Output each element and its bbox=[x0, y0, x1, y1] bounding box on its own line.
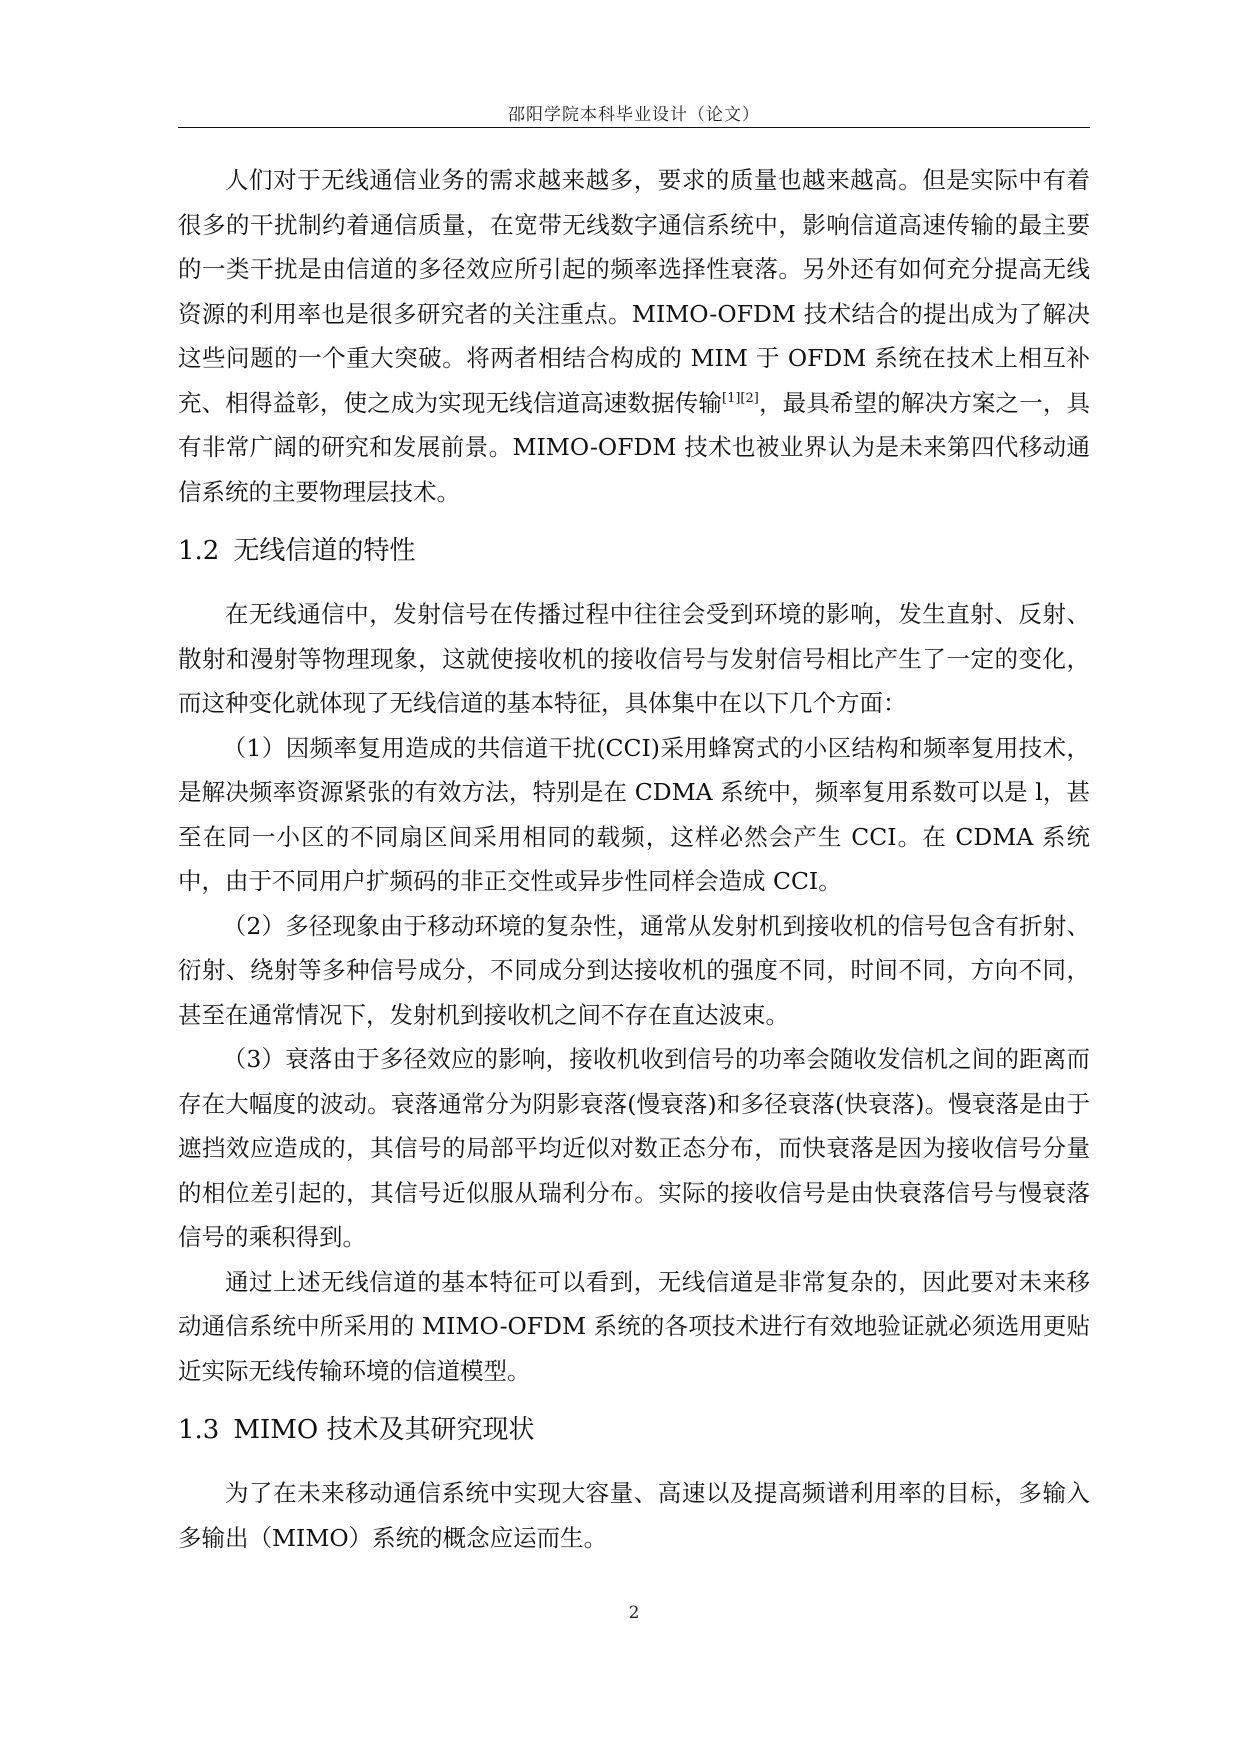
paragraph-channel-intro: 在无线通信中，发射信号在传播过程中往往会受到环境的影响，发生直射、反射、散射和漫射等物理现象，这就使接收机的接收信号与发射信号相比产生了一定的变化，而这种变化就体现了无线信道的基本特征，具体集中在以下几个方面： bbox=[178, 600, 1090, 717]
citation-reference: [1][2] bbox=[722, 390, 759, 406]
section-heading-1-3 bbox=[178, 1413, 1090, 1447]
page-number: 2 bbox=[628, 1603, 640, 1623]
section-number: 1.2 bbox=[178, 536, 220, 566]
running-header: 邵阳学院本科毕业设计（论文） bbox=[508, 105, 760, 125]
list-item-3: （3）衰落由于多径效应的影响，接收机收到信号的功率会随收发信机之间的距离而存在大幅度的波动。衰落通常分为阴影衰落(慢衰落)和多径衰落(快衰落)。慢衰落是由于遮挡效应造成的，其信号的局部平均近似对数正态分布，而快衰落是因为接收信号分量的相位差引起的，其信号近似服从瑞利分布。实际的接收信号是由快衰落信号与慢衰落信号的乘积得到。 bbox=[178, 1045, 1090, 1251]
list-item-1: （1）因频率复用造成的共信道干扰(CCI)采用蜂窝式的小区结构和频率复用技术，是解决频率资源紧张的有效方法，特别是在 CDMA 系统中，频率复用系数可以是 l，甚至在同一小区的不同扇区间采用相同的载频，这样必然会产生 CCI。在 CDMA 系统中，由于不同用户扩频码的非正交性或异步性同样会造成 CCI。 bbox=[178, 733, 1090, 895]
intro-text-part1: 人们对于无线通信业务的需求越来越多，要求的质量也越来越高。但是实际中有着很多的干扰制约着通信质量，在宽带无线数字通信系统中，影响信道高速传输的最主要的一类干扰是由信道的多径效应所引起的频率选择性衰落。另外还有如何充分提高无线资源的利用率也是很多研究者的关注重点。MIMO-OFDM 技术结合的提出成为了解决这些问题的一个重大突破。将两者相结合构成的 MIM 于 OFDM 系统在技术上相互补充、相得益彰，使之成为实现无线信道高速数据传输 bbox=[178, 166, 1090, 417]
section-title: MIMO 技术及其研究现状 bbox=[233, 1415, 535, 1445]
section-heading-1-2 bbox=[178, 534, 1090, 568]
page-body bbox=[178, 158, 1090, 1560]
header-divider bbox=[178, 127, 1090, 128]
intro-text-part2: ，最具希望的解决方案之一，具有非常广阔的研究和发展前景。MIMO-OFDM 技术也被业界认为是未来第四代移动通信系统的主要物理层技术。 bbox=[178, 388, 1090, 506]
paragraph-intro bbox=[178, 158, 1090, 514]
section-title: 无线信道的特性 bbox=[233, 536, 416, 566]
list-item-2: （2）多径现象由于移动环境的复杂性，通常从发射机到接收机的信号包含有折射、衍射、绕射等多种信号成分，不同成分到达接收机的强度不同，时间不同，方向不同，甚至在通常情况下，发射机到接收机之间不存在直达波束。 bbox=[178, 911, 1090, 1029]
section-number: 1.3 bbox=[178, 1415, 220, 1445]
paragraph-channel-summary: 通过上述无线信道的基本特征可以看到，无线信道是非常复杂的，因此要对未来移动通信系统中所采用的 MIMO-OFDM 系统的各项技术进行有效地验证就必须选用更贴近实际无线传输环境的信道模型。 bbox=[178, 1267, 1090, 1385]
paragraph-mimo-intro: 为了在未来移动通信系统中实现大容量、高速以及提高频谱利用率的目标，多输入多输出（MIMO）系统的概念应运而生。 bbox=[178, 1479, 1090, 1552]
